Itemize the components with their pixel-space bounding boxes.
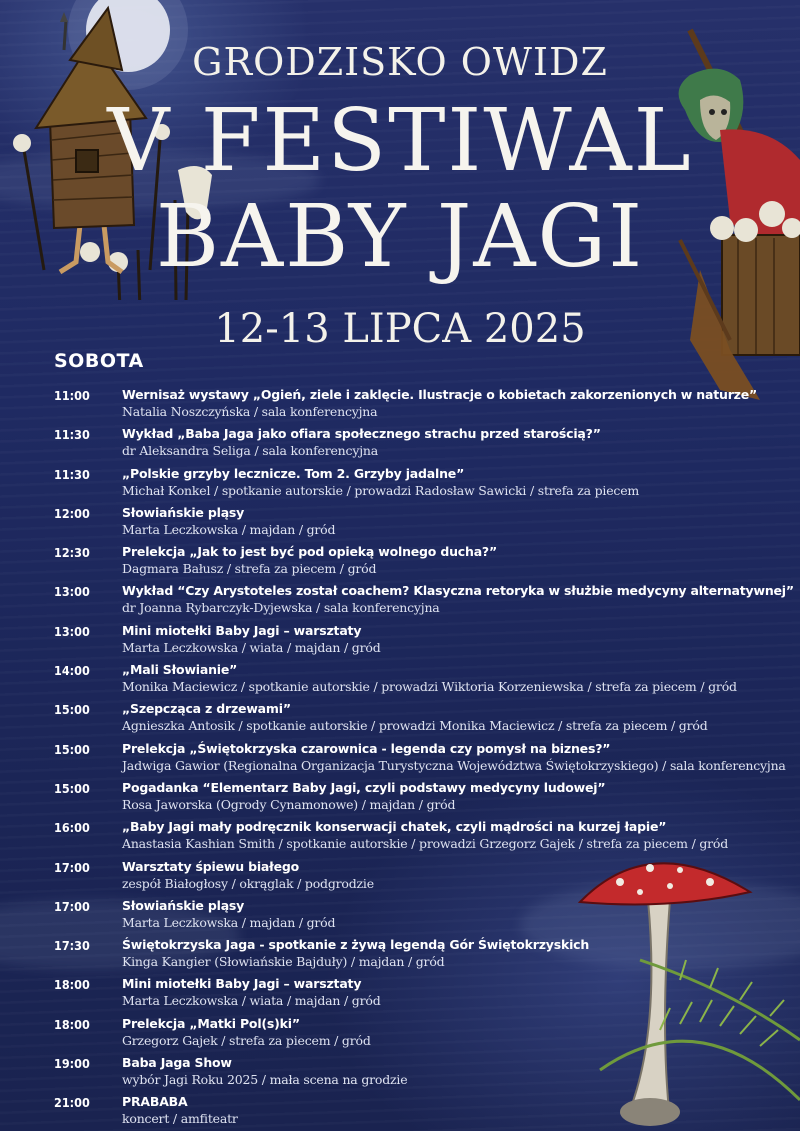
event-details: Kinga Kangier (Słowiańskie Bajduły) / majdan / gród bbox=[122, 954, 445, 970]
festival-title-line1: V FESTIWAL bbox=[107, 91, 693, 191]
event-details: Marta Leczkowska / majdan / gród bbox=[122, 914, 336, 930]
schedule-item bbox=[54, 425, 754, 464]
event-time: 11:30 bbox=[54, 427, 90, 443]
schedule-item bbox=[54, 465, 754, 504]
schedule-item bbox=[54, 1093, 754, 1131]
event-title: Prelekcja „Matki Pol(s)ki” bbox=[122, 1015, 300, 1031]
event-time: 16:00 bbox=[54, 820, 90, 836]
event-title: Warsztaty śpiewu białego bbox=[122, 858, 300, 874]
event-title: Pogadanka “Elementarz Baby Jagi, czyli podstawy medycyny ludowej” bbox=[122, 779, 606, 795]
event-time: 12:30 bbox=[54, 545, 90, 561]
festival-dates: 12-13 LIPCA 2025 bbox=[214, 306, 586, 352]
event-details: Monika Maciewicz / spotkanie autorskie / prowadzi Wiktoria Korzeniewska / strefa za piecem / gród bbox=[122, 679, 737, 695]
schedule-item bbox=[54, 779, 754, 818]
event-title: Baba Jaga Show bbox=[122, 1055, 232, 1071]
schedule-item bbox=[54, 858, 754, 897]
event-title: Prelekcja „Świętokrzyska czarownica - legenda czy pomysł na biznes?” bbox=[122, 740, 611, 756]
event-details: zespół Białogłosy / okrąglak / podgrodzie bbox=[122, 875, 374, 891]
schedule-list bbox=[54, 386, 794, 1131]
schedule-item bbox=[54, 740, 786, 779]
event-details: Michał Konkel / spotkanie autorskie / prowadzi Radosław Sawicki / strefa za piecem bbox=[122, 482, 640, 498]
event-details: Grzegorz Gajek / strefa za piecem / gród bbox=[122, 1032, 371, 1048]
event-time: 18:00 bbox=[54, 977, 90, 993]
event-time: 11:30 bbox=[54, 466, 90, 482]
schedule-item bbox=[54, 936, 754, 975]
event-details: Anastasia Kashian Smith / spotkanie autorskie / prowadzi Grzegorz Gajek / strefa za piecem / gród bbox=[122, 836, 729, 852]
event-time: 13:00 bbox=[54, 623, 90, 639]
event-title: „Baby Jagi mały podręcznik konserwacji chatek, czyli mądrości na kurzej łapie” bbox=[122, 819, 667, 835]
event-details: Rosa Jaworska (Ogrody Cynamonowe) / majdan / gród bbox=[122, 796, 456, 812]
event-details: Marta Leczkowska / wiata / majdan / gród bbox=[122, 639, 381, 655]
schedule-item bbox=[54, 504, 754, 543]
event-title: „Szepcząca z drzewami” bbox=[122, 701, 291, 717]
event-details: Jadwiga Gawior (Regionalna Organizacja Turystyczna Województwa Świętokrzyskiego) / sala konferencyjna bbox=[122, 757, 786, 773]
event-details: Marta Leczkowska / wiata / majdan / gród bbox=[122, 993, 381, 1009]
event-time: 14:00 bbox=[54, 663, 90, 679]
event-title: Mini miotełki Baby Jagi – warsztaty bbox=[122, 976, 362, 992]
event-details: Agnieszka Antosik / spotkanie autorskie / prowadzi Monika Maciewicz / strefa za piecem / gród bbox=[122, 718, 708, 734]
event-time: 17:00 bbox=[54, 898, 90, 914]
event-time: 18:00 bbox=[54, 1016, 90, 1032]
event-details: Dagmara Bałusz / strefa za piecem / gród bbox=[122, 561, 377, 577]
event-title: Słowiańskie pląsy bbox=[122, 897, 245, 913]
event-title: Wykład „Baba Jaga jako ofiara społecznego strachu przed starością?” bbox=[122, 426, 601, 442]
event-time: 17:30 bbox=[54, 938, 90, 954]
event-title: Świętokrzyska Jaga - spotkanie z żywą legendą Gór Świętokrzyskich bbox=[122, 937, 590, 953]
schedule-item bbox=[54, 661, 754, 700]
event-title: Wernisaż wystawy „Ogień, ziele i zaklęcie. Ilustracje o kobietach zakorzenionych w naturze” bbox=[122, 387, 758, 402]
day-heading: SOBOTA bbox=[54, 350, 144, 372]
event-title: PRABABA bbox=[122, 1094, 188, 1110]
event-title: Mini miotełki Baby Jagi – warsztaty bbox=[122, 622, 362, 638]
event-details: Natalia Noszczyńska / sala konferencyjna bbox=[122, 404, 378, 419]
event-time: 17:00 bbox=[54, 859, 90, 875]
event-title: Wykład “Czy Arystoteles został coachem? Klasyczna retoryka w służbie medycyny alternatywnej” bbox=[122, 583, 794, 599]
schedule-item bbox=[54, 386, 758, 425]
event-details: koncert / amfiteatr bbox=[122, 1111, 238, 1127]
schedule-item bbox=[54, 897, 754, 936]
event-details: wybór Jagi Roku 2025 / mała scena na grodzie bbox=[122, 1072, 408, 1088]
event-title: Słowiańskie pląsy bbox=[122, 504, 245, 520]
venue-subtitle: GRODZISKO OWIDZ bbox=[192, 40, 608, 84]
event-time: 11:00 bbox=[54, 388, 90, 403]
event-title: „Polskie grzyby lecznicze. Tom 2. Grzyby jadalne” bbox=[122, 465, 465, 481]
event-title: „Mali Słowianie” bbox=[122, 662, 238, 678]
schedule-item bbox=[54, 1015, 754, 1054]
schedule-item bbox=[54, 1054, 754, 1093]
schedule-item bbox=[54, 622, 754, 661]
event-details: dr Joanna Rybarczyk-Dyjewska / sala konferencyjna bbox=[122, 600, 440, 616]
festival-title-line2: BABY JAGI bbox=[155, 187, 645, 287]
schedule-item bbox=[54, 543, 754, 582]
event-time: 12:00 bbox=[54, 505, 90, 521]
event-time: 15:00 bbox=[54, 702, 90, 718]
event-title: Prelekcja „Jak to jest być pod opieką wolnego ducha?” bbox=[122, 544, 498, 560]
schedule-item bbox=[54, 818, 754, 857]
schedule-item bbox=[54, 582, 794, 621]
schedule-item bbox=[54, 975, 754, 1014]
event-details: dr Aleksandra Seliga / sala konferencyjna bbox=[122, 443, 378, 459]
event-time: 15:00 bbox=[54, 741, 90, 757]
event-time: 19:00 bbox=[54, 1056, 90, 1072]
event-time: 21:00 bbox=[54, 1095, 90, 1111]
event-details: Marta Leczkowska / majdan / gród bbox=[122, 521, 336, 537]
schedule-item bbox=[54, 700, 754, 739]
event-time: 15:00 bbox=[54, 780, 90, 796]
event-time: 13:00 bbox=[54, 584, 90, 600]
